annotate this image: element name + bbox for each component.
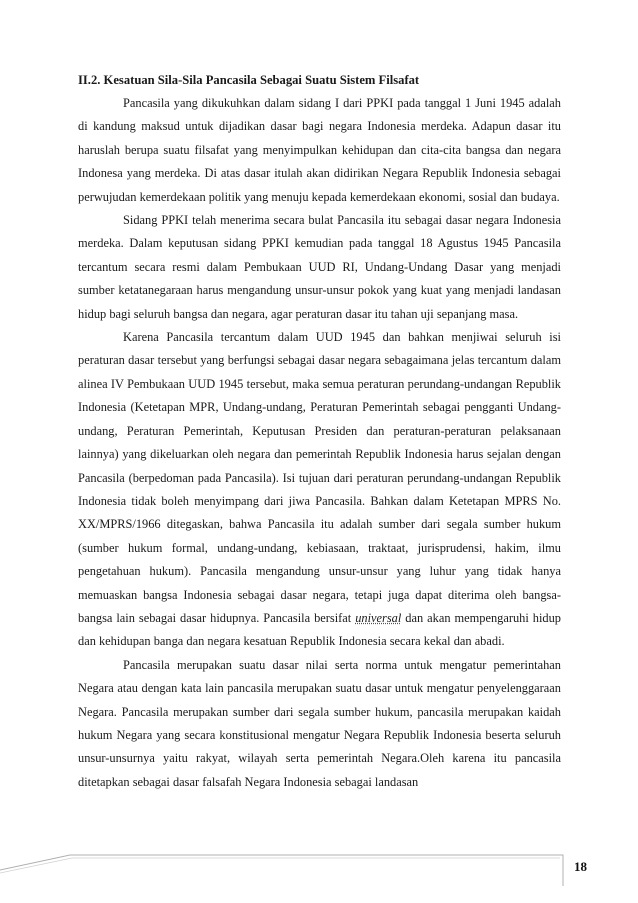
page-number-divider — [560, 855, 563, 886]
paragraph-2: Sidang PPKI telah menerima secara bulat Pancasila itu sebagai dasar negara Indonesia merdeka. Dalam keputusan sidang PPKI kemudian pada tanggal 18 Agustus 1945 Pancasila tercantum secara resmi dalam Pembukaan UUD RI, Undang-Undang Dasar yang menjadi sumber ketatanegaraan harus mengandung unsur-unsur pokok yang kuat yang menjadi landasan hidup bagi seluruh bangsa dan negara, agar peraturan dasar itu tahan uji sepanjang masa. — [78, 213, 561, 321]
paragraph-3 — [78, 326, 561, 654]
section-heading: II.2. Kesatuan Sila-Sila Pancasila Sebagai Suatu Sistem Filsafat — [78, 73, 420, 87]
page-number: 18 — [574, 859, 587, 874]
paragraph-1: Pancasila yang dikukuhkan dalam sidang I dari PPKI pada tanggal 1 Juni 1945 adalah di kandung maksud untuk dijadikan dasar bagi negara Indonesia merdeka. Adapun dasar itu haruslah berupa suatu filsafat yang menyimpulkan kehidupan dan cita-cita bangsa dan negara Indonesa yang merdeka. Di atas dasar itulah akan didirikan Negara Republik Indonesia sebagai perwujudan kemerdekaan politik yang menuju kepada kemerdekaan ekonomi, sosial dan budaya. — [78, 96, 561, 204]
paragraph-3-text: Karena Pancasila tercantum dalam UUD 1945 dan bahkan menjiwai seluruh isi peraturan dasar tersebut yang berfungsi sebagai dasar negara sebagaimana jelas tercantum dalam alinea IV Pembukaan UUD 1945 tersebut, maka semua peraturan perundang-undangan Republik Indonesia (Ketetapan MPR, Undang-undang, Peraturan Pemerintah sebagai pengganti Undang-undang, Peraturan Pemerintah, Keputusan Presiden dan peraturan-peraturan pelaksanaan lainnya) yang dikeluarkan oleh negara dan pemerintah Republik Indonesia harus sejalan dengan Pancasila (berpedoman pada Pancasila). Isi tujuan dari peraturan perundang-undangan Republik Indonesia tidak boleh menyimpang dari jiwa Pancasila. Bahkan dalam Ketetapan MPRS No. XX/MPRS/1966 ditegaskan, bahwa Pancasila itu adalah sumber dari segala sumber hukum (sumber hukum formal, undang-undang, kebiasaan, traktaat, jurisprudensi, hakim, ilmu pengetahuan hukum). Pancasila mengandung unsur-unsur yang luhur yang tidak hanya memuaskan bangsa Indonesia sebagai dasar negara, tetapi juga dapat diterima oleh bangsa-bangsa lain sebagai dasar hidupnya. Pancasila bersifat — [78, 330, 561, 625]
italic-term: universal — [355, 610, 402, 625]
footer-rule-lower — [0, 858, 560, 873]
paragraph-3-tail: dan akan mempengaruhi hidup dan kehidupan banga dan negara kesatuan Republik Indonesia secara kekal dan abadi. — [78, 610, 561, 649]
footer-decoration — [0, 846, 638, 903]
paragraph-4: Pancasila merupakan suatu dasar nilai serta norma untuk mengatur pemerintahan Negara atau dengan kata lain pancasila merupakan suatu dasar untuk mengatur penyelenggaraan Negara. Pancasila merupakan sumber dari segala sumber hukum, pancasila merupakan kaidah hukum Negara yang secara konstitusional mengatur Negara Republik Indonesia beserta seluruh unsur-unsurnya yaitu rakyat, wilayah serta pemerintah Negara.Oleh karena itu pancasila ditetapkan sebagai dasar falsafah Negara Indonesia sebagai landasan — [78, 657, 561, 789]
footer-rule-upper — [0, 855, 560, 870]
paragraphs — [78, 92, 561, 794]
document-body — [78, 70, 561, 794]
